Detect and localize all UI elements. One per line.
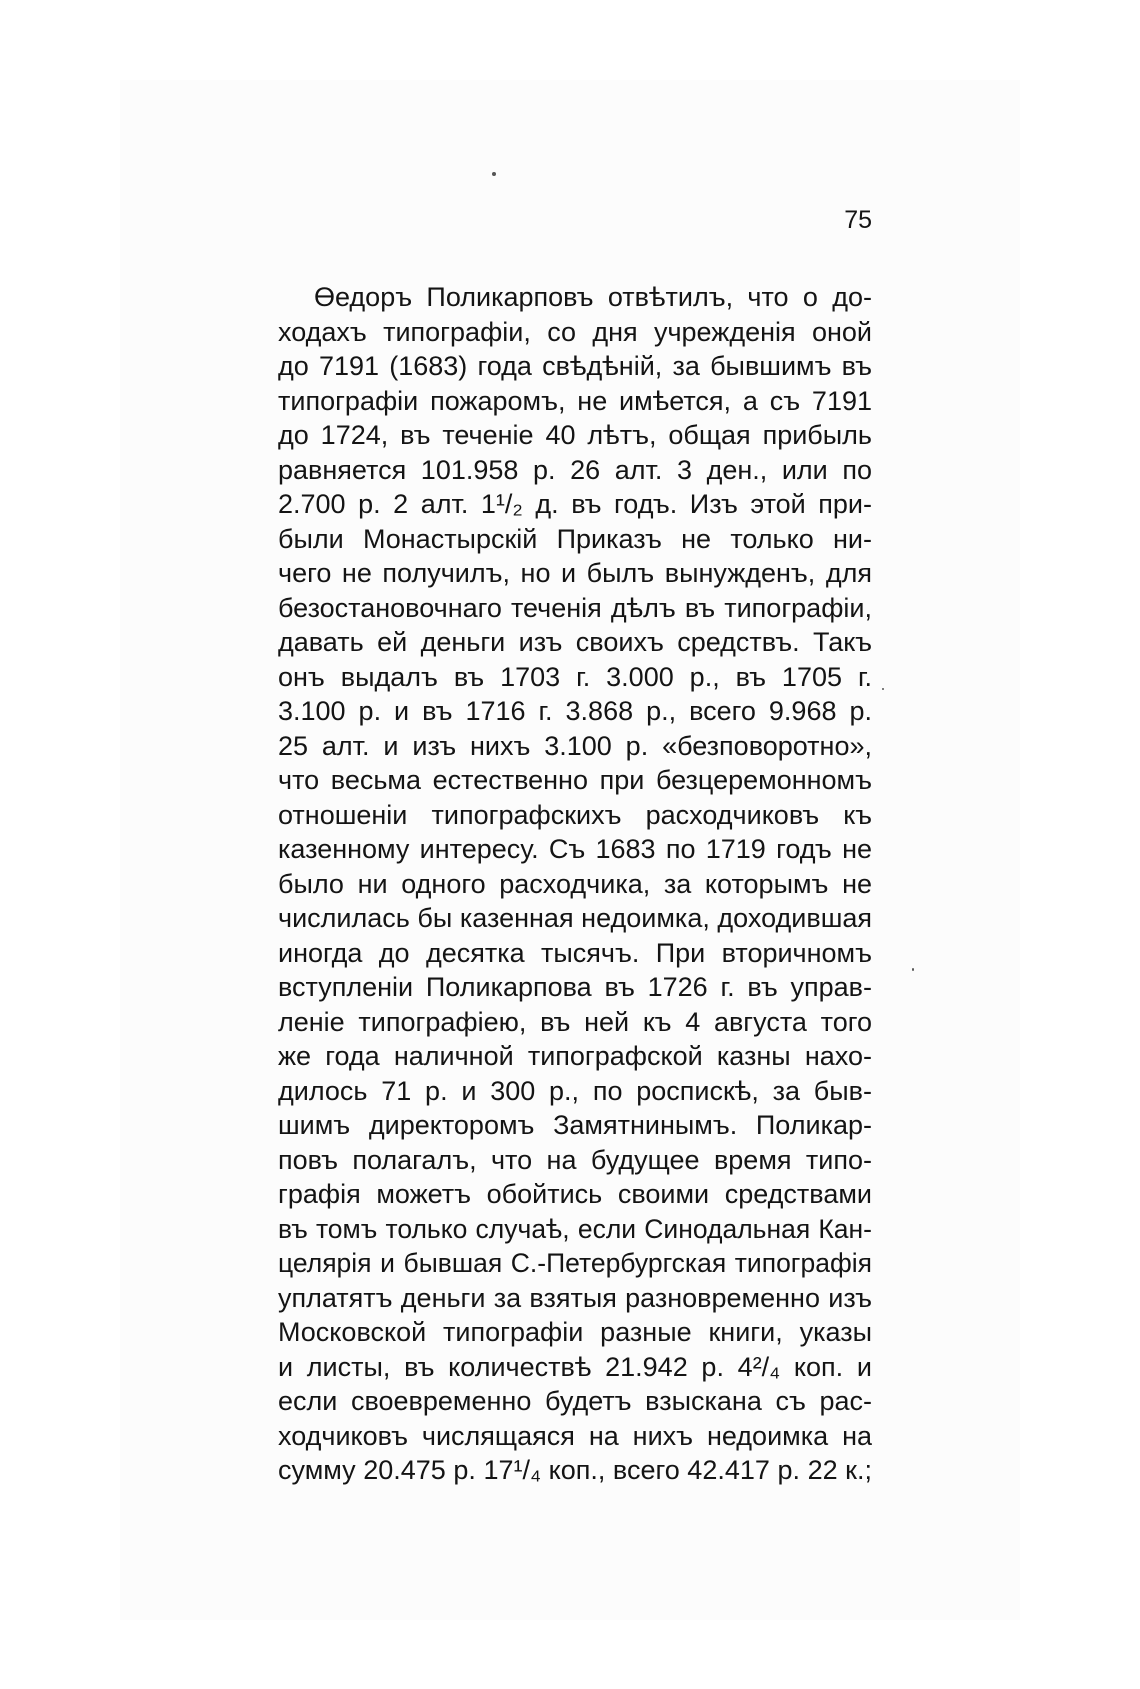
text-line: вступленіи Поликарпова въ 1726 г. въ управ- bbox=[278, 972, 872, 1002]
text-line: онъ выдалъ въ 1703 г. 3.000 р., въ 1705 г. bbox=[278, 661, 872, 692]
text-line: леніе типографіею, въ ней къ 4 августа того bbox=[278, 1006, 872, 1037]
text-line: повъ полагалъ, что на будущее время типо- bbox=[278, 1144, 872, 1175]
text-line: 2.700 р. 2 алт. 1¹/₂ д. въ годъ. Изъ этой при- bbox=[278, 489, 872, 519]
ink-speck bbox=[912, 968, 914, 971]
page-number: 75 bbox=[844, 206, 872, 234]
text-line: равняется 101.958 р. 26 алт. 3 ден., или по bbox=[278, 454, 872, 485]
text-line: шимъ директоромъ Замятнинымъ. Поликар- bbox=[278, 1110, 872, 1140]
text-line: 25 алт. и изъ нихъ 3.100 р. «безповоротно», bbox=[278, 730, 872, 761]
body-text bbox=[278, 280, 872, 1488]
text-line: безостановочнаго теченія дѣлъ въ типографіи, bbox=[278, 592, 872, 623]
text-line: чего не получилъ, но и былъ вынужденъ, для bbox=[278, 558, 872, 588]
text-line: 3.100 р. и въ 1716 г. 3.868 р., всего 9.968 р. bbox=[278, 696, 872, 726]
text-line: числилась бы казенная недоимка, доходившая bbox=[278, 903, 872, 933]
text-line: въ томъ только случаѣ, если Синодальная Кан- bbox=[278, 1213, 872, 1244]
ink-speck bbox=[492, 172, 496, 176]
text-line: ходчиковъ числящаяся на нихъ недоимка на bbox=[278, 1420, 872, 1451]
text-line: отношеніи типографскихъ расходчиковъ къ bbox=[278, 799, 872, 830]
text-line: до 7191 (1683) года свѣдѣній, за бывшимъ въ bbox=[278, 351, 872, 381]
text-line: дилось 71 р. и 300 р., по роспискѣ, за быв- bbox=[278, 1075, 872, 1106]
ink-speck bbox=[882, 688, 884, 690]
text-line: Московской типографіи разные книги, указы bbox=[278, 1317, 872, 1347]
text-line: если своевременно будетъ взыскана съ рас- bbox=[278, 1386, 872, 1416]
text-line: иногда до десятка тысячъ. При вторичномъ bbox=[278, 937, 872, 968]
text-line: целярія и бывшая С.-Петербургская типографія bbox=[278, 1248, 872, 1278]
text-line: до 1724, въ теченіе 40 лѣтъ, общая прибыль bbox=[278, 420, 872, 450]
text-line: Өедоръ Поликарповъ отвѣтилъ, что о до- bbox=[314, 282, 872, 312]
text-line: графія можетъ обойтись своими средствами bbox=[278, 1179, 872, 1209]
text-line: казенному интересу. Съ 1683 по 1719 годъ не bbox=[278, 834, 872, 864]
text-line: были Монастырскій Приказъ не только ни- bbox=[278, 523, 872, 554]
text-line: же года наличной типографской казны нахо- bbox=[278, 1041, 872, 1071]
text-line: типографіи пожаромъ, не имѣется, а съ 7191 bbox=[278, 385, 872, 416]
text-line: было ни одного расходчика, за которымъ не bbox=[278, 868, 872, 899]
text-line: уплатятъ деньги за взятыя разновременно изъ bbox=[278, 1282, 872, 1313]
text-line: и листы, въ количествѣ 21.942 р. 4²/₄ коп. и bbox=[278, 1351, 872, 1382]
text-line: сумму 20.475 р. 17¹/₄ коп., всего 42.417 р. 22 к.; bbox=[278, 1455, 872, 1485]
text-line: что весьма естественно при безцеремонномъ bbox=[278, 765, 872, 795]
text-line: давать ей деньги изъ своихъ средствъ. Такъ bbox=[278, 627, 872, 657]
text-line: ходахъ типографіи, со дня учрежденія оной bbox=[278, 316, 872, 347]
